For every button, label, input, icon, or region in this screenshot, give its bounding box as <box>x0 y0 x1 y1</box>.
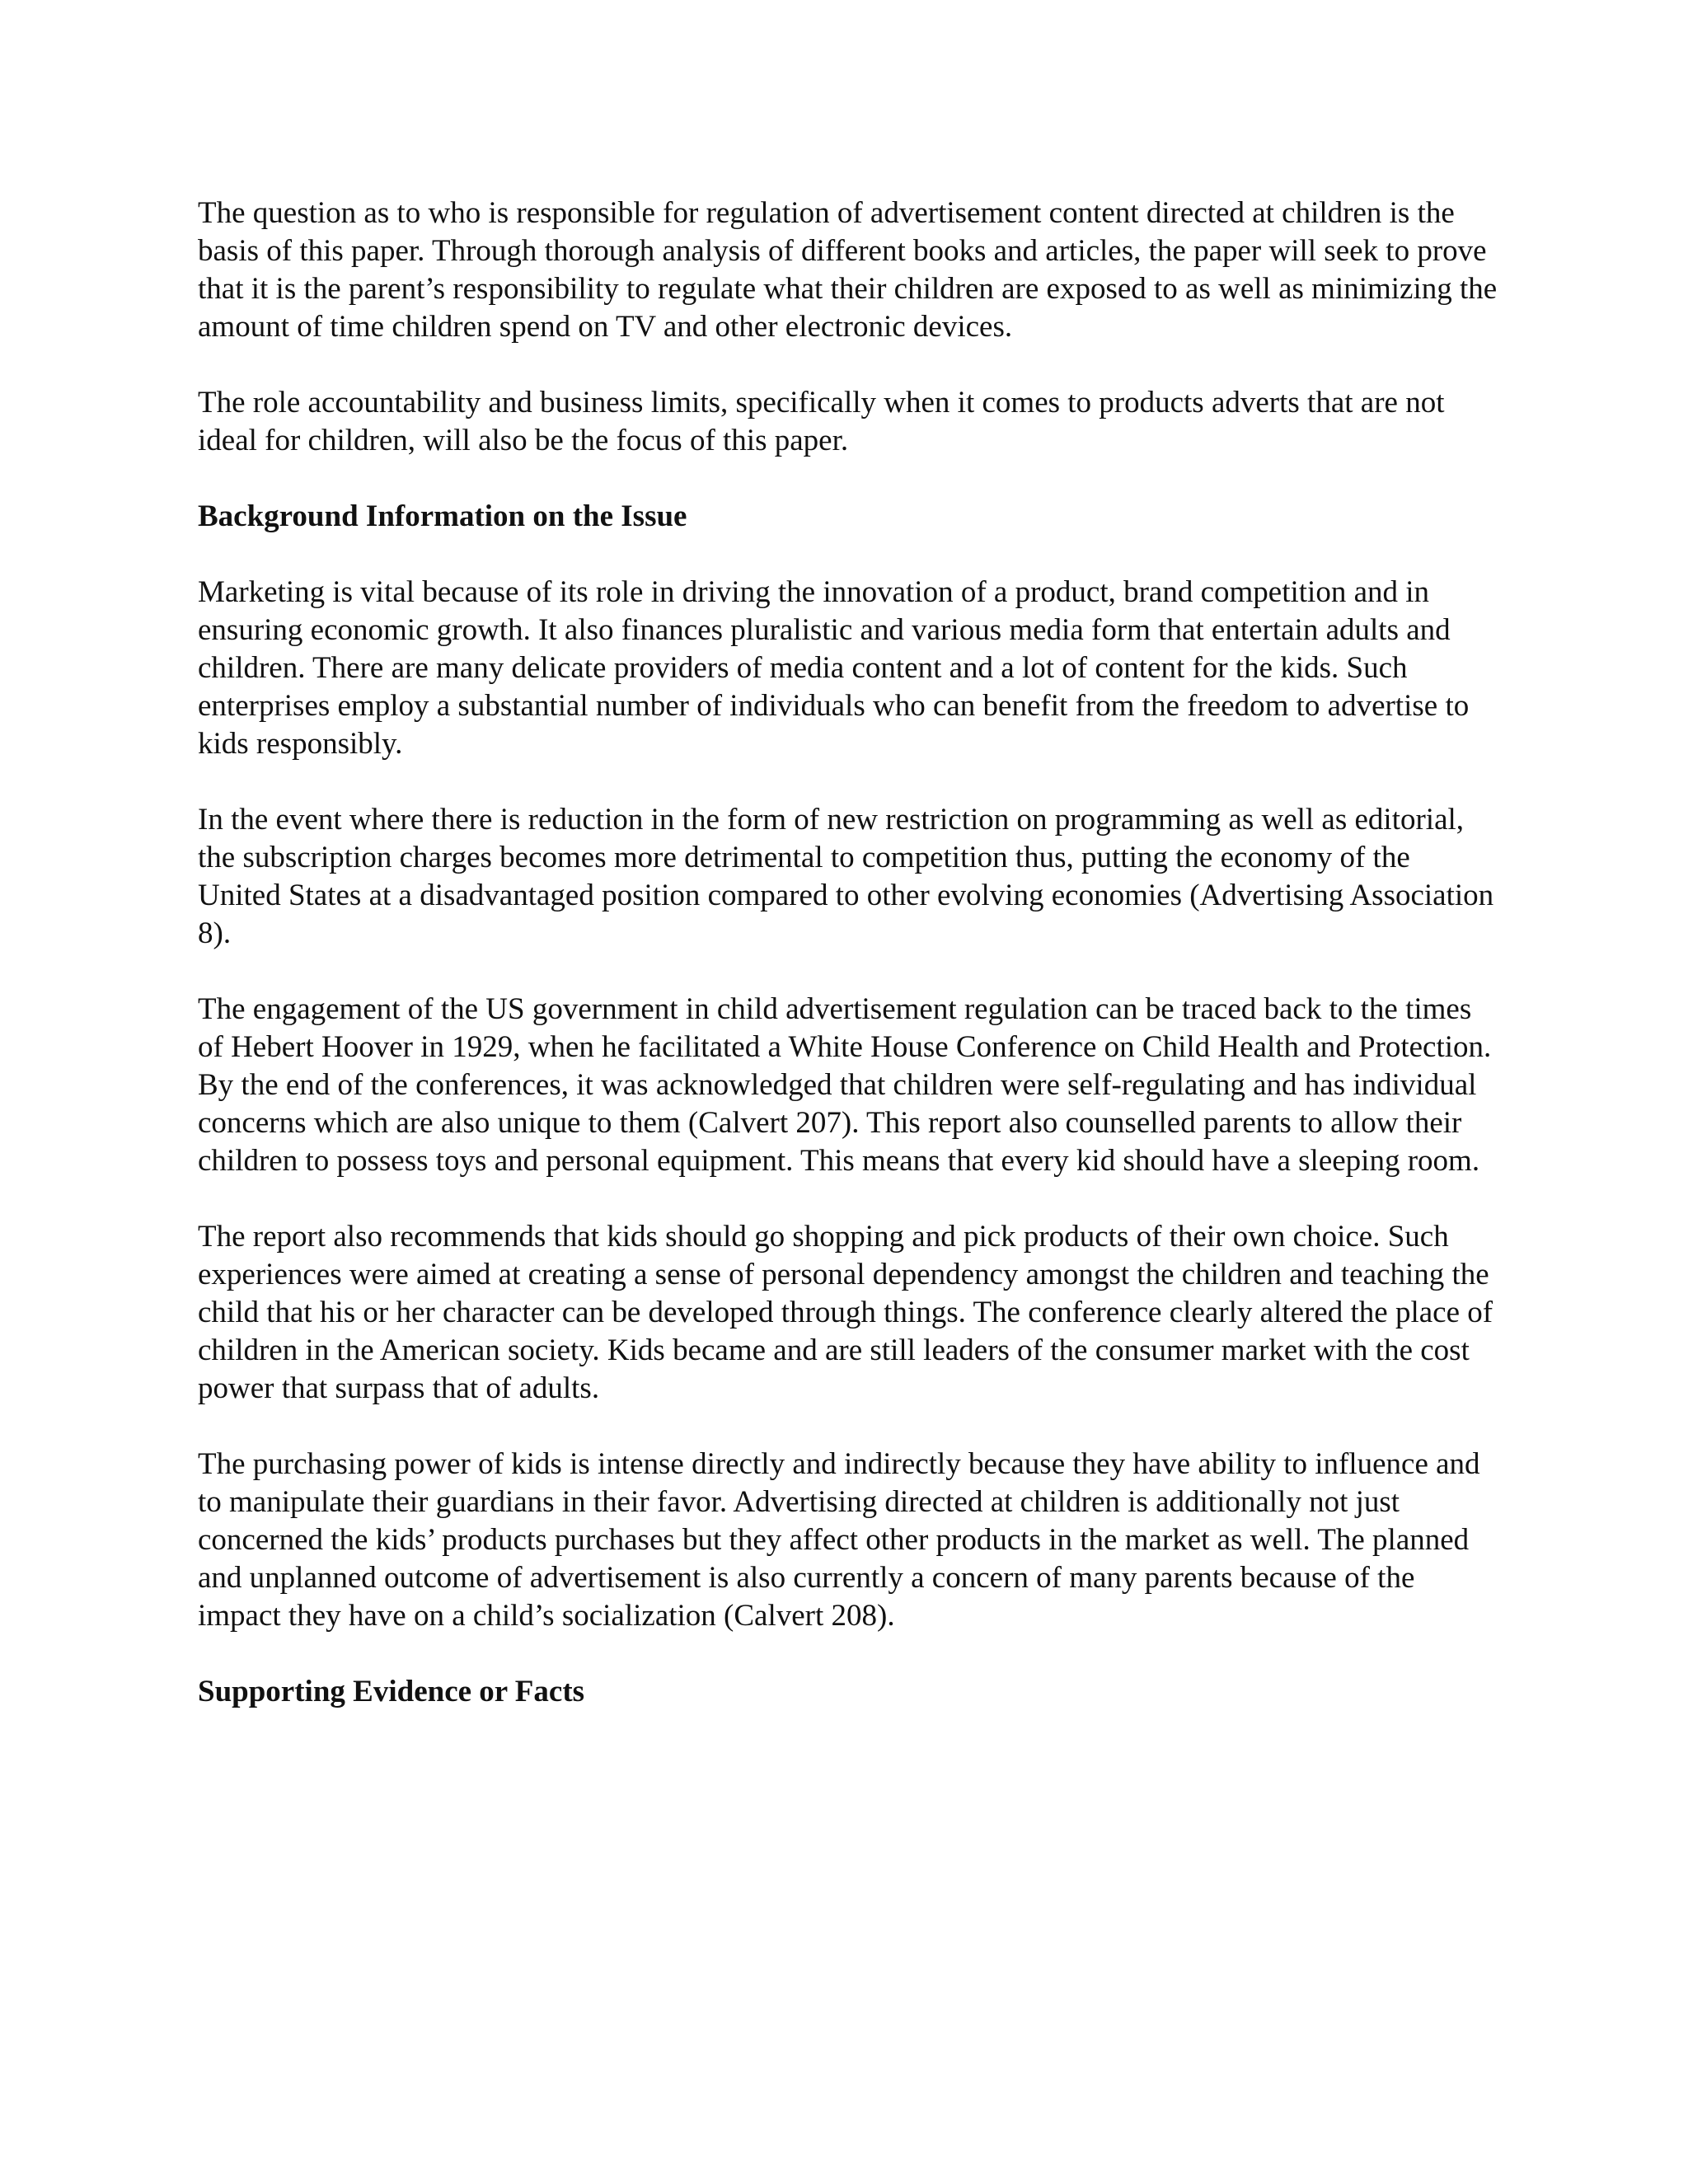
paragraph-background-2: In the event where there is reduction in the form of new restriction on programming as well as editorial, the subscription charges becomes more detrimental to competition thus, putting the economy of the United States at a disadvantaged position compared to other evolving economies (Advertising Association 8). <box>198 803 1494 950</box>
heading-background: Background Information on the Issue <box>198 499 687 533</box>
paragraph-background-4: The report also recommends that kids should go shopping and pick products of their own choice. Such experiences were aimed at creating a sense of personal dependency amongst the children and teaching the child that his or her character can be developed through things. The conference clearly altered the place of children in the American society. Kids became and are still leaders of the consumer market with the cost power that surpass that of adults. <box>198 1220 1493 1405</box>
paragraph-background-1: Marketing is vital because of its role in driving the innovation of a product, brand competition and in ensuring economic growth. It also finances pluralistic and various media form that entertain adults and children. There are many delicate providers of media content and a lot of content for the kids. Such enterprises employ a substantial number of individuals who can benefit from the freedom to advertise to kids responsibly. <box>198 575 1470 761</box>
paragraph-background-5: The purchasing power of kids is intense directly and indirectly because they have ability to influence and to manipulate their guardians in their favor. Advertising directed at children is additionally not just concerned the kids’ products purchases but they affect other products in the market as well. The planned and unplanned outcome of advertisement is also currently a concern of many parents because of the impact they have on a child’s socialization (Calvert 208). <box>198 1447 1480 1633</box>
paragraph-background-3: The engagement of the US government in child advertisement regulation can be traced back to the times of Hebert Hoover in 1929, when he facilitated a White House Conference on Child Health and Protection. By the end of the conferences, it was acknowledged that children were self-regulating and has individual concerns which are also unique to them (Calvert 207). This report also counselled parents to allow their children to possess toys and personal equipment. This means that every kid should have a sleeping room. <box>198 992 1492 1178</box>
document-body <box>198 194 1500 1749</box>
paragraph-intro-1: The question as to who is responsible for regulation of advertisement content directed at children is the basis of this paper. Through thorough analysis of different books and articles, the paper will seek to prove that it is the parent’s responsibility to regulate what their children are exposed to as well as minimizing the amount of time children spend on TV and other electronic devices. <box>198 196 1498 344</box>
paragraph-intro-2: The role accountability and business limits, specifically when it comes to products adverts that are not ideal for children, will also be the focus of this paper. <box>198 386 1445 457</box>
heading-evidence: Supporting Evidence or Facts <box>198 1675 585 1708</box>
